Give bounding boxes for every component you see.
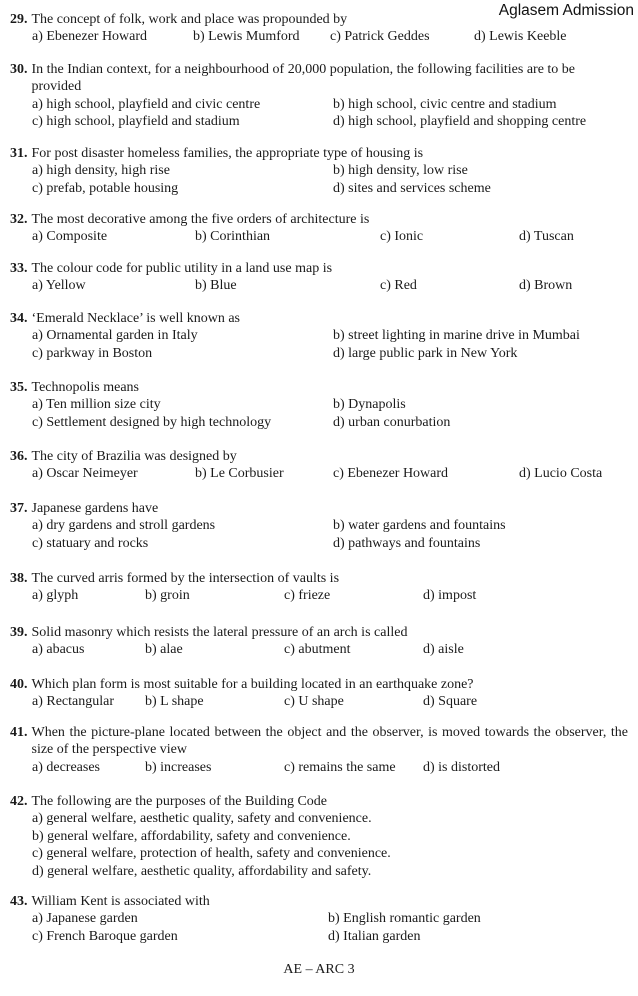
- option-d: d) pathways and fountains: [333, 535, 481, 551]
- option-b: b) Lewis Mumford: [193, 29, 300, 45]
- option-c: c) Settlement designed by high technology: [32, 414, 272, 430]
- question-number: 41.: [10, 725, 28, 740]
- option-d: d) is distorted: [423, 759, 500, 775]
- option-b: b) Blue: [195, 278, 237, 294]
- option-a: a) abacus: [32, 642, 85, 658]
- question-number: 36.: [10, 449, 28, 464]
- option-a: a) Oscar Neimeyer: [32, 466, 138, 482]
- question-stem: When the picture-plane located between the object and the observer, is moved towards the observer, the size of the perspective view: [31, 725, 628, 758]
- option-d: d) high school, playfield and shopping centre: [333, 114, 587, 130]
- option-b: b) alae: [145, 642, 183, 658]
- option-b: b) Dynapolis: [333, 397, 406, 413]
- option-c: c) Red: [380, 278, 417, 294]
- question-number: 39.: [10, 625, 28, 640]
- question-38: [10, 570, 628, 605]
- option-b: b) high density, low rise: [333, 163, 468, 179]
- option-b: b) water gardens and fountains: [333, 518, 506, 534]
- question-41: [10, 724, 628, 776]
- option-c: c) prefab, potable housing: [32, 180, 179, 196]
- option-b: b) groin: [145, 588, 190, 604]
- option-d: d) Lewis Keeble: [474, 29, 567, 45]
- question-number: 33.: [10, 261, 28, 276]
- option-d: d) Lucio Costa: [519, 466, 603, 482]
- option-d: d) Italian garden: [328, 928, 421, 944]
- option-d: d) general welfare, aesthetic quality, affordability and safety.: [32, 863, 372, 879]
- option-a: a) Yellow: [32, 278, 86, 294]
- question-39: [10, 624, 628, 659]
- option-a: a) decreases: [32, 759, 101, 775]
- question-stem: Solid masonry which resists the lateral pressure of an arch is called: [31, 625, 408, 640]
- option-d: d) Brown: [519, 278, 573, 294]
- question-36: [10, 448, 628, 483]
- question-stem: The curved arris formed by the intersection of vaults is: [31, 571, 340, 586]
- option-c: c) statuary and rocks: [32, 535, 149, 551]
- option-c: c) French Baroque garden: [32, 928, 178, 944]
- question-30: [10, 61, 628, 131]
- question-35: [10, 379, 628, 431]
- question-31: [10, 145, 628, 197]
- option-a: a) general welfare, aesthetic quality, safety and convenience.: [32, 811, 372, 827]
- question-number: 35.: [10, 380, 28, 395]
- question-stem: In the Indian context, for a neighbourhood of 20,000 population, the following facilities are to be provided: [31, 62, 576, 95]
- question-34: [10, 310, 628, 362]
- option-a: a) Rectangular: [32, 694, 115, 710]
- question-stem: Technopolis means: [31, 380, 139, 395]
- option-a: a) Ornamental garden in Italy: [32, 328, 198, 344]
- question-stem: The concept of folk, work and place was propounded by: [31, 12, 348, 27]
- option-c: c) Patrick Geddes: [330, 29, 430, 45]
- question-stem: For post disaster homeless families, the appropriate type of housing is: [31, 146, 424, 161]
- question-stem: The colour code for public utility in a land use map is: [31, 261, 333, 276]
- question-stem: The following are the purposes of the Building Code: [31, 794, 327, 809]
- option-d: d) large public park in New York: [333, 345, 518, 361]
- option-d: d) urban conurbation: [333, 414, 451, 430]
- option-a: a) Composite: [32, 229, 108, 245]
- question-number: 43.: [10, 894, 28, 909]
- question-stem: Japanese gardens have: [31, 501, 159, 516]
- question-number: 37.: [10, 501, 28, 516]
- question-42: [10, 793, 628, 880]
- option-c: c) high school, playfield and stadium: [32, 114, 240, 130]
- option-c: c) abutment: [284, 642, 351, 658]
- option-b: b) Corinthian: [195, 229, 271, 245]
- option-c: c) U shape: [284, 694, 344, 710]
- question-33: [10, 260, 628, 295]
- question-stem: William Kent is associated with: [31, 894, 210, 909]
- option-c: c) frieze: [284, 588, 331, 604]
- watermark: Aglasem Admission: [498, 2, 634, 19]
- option-c: c) general welfare, protection of health, safety and convenience.: [32, 846, 391, 862]
- question-number: 34.: [10, 311, 28, 326]
- option-b: b) high school, civic centre and stadium: [333, 96, 557, 112]
- question-number: 40.: [10, 677, 28, 692]
- option-d: d) sites and services scheme: [333, 180, 491, 196]
- question-29: [10, 11, 628, 46]
- question-number: 38.: [10, 571, 28, 586]
- option-b: b) general welfare, affordability, safety and convenience.: [32, 828, 351, 844]
- option-a: a) dry gardens and stroll gardens: [32, 518, 216, 534]
- question-stem: The most decorative among the five orders of architecture is: [31, 212, 370, 227]
- option-b: b) increases: [145, 759, 212, 775]
- question-number: 32.: [10, 212, 28, 227]
- option-b: b) English romantic garden: [328, 911, 481, 927]
- question-number: 31.: [10, 146, 28, 161]
- option-d: d) aisle: [423, 642, 464, 658]
- question-43: [10, 893, 628, 945]
- option-c: c) Ebenezer Howard: [333, 466, 449, 482]
- question-37: [10, 500, 628, 552]
- question-number: 29.: [10, 12, 28, 27]
- question-32: [10, 211, 628, 246]
- page-footer: AE – ARC 3: [283, 962, 355, 977]
- question-number: 42.: [10, 794, 28, 809]
- question-stem: Which plan form is most suitable for a building located in an earthquake zone?: [31, 677, 474, 692]
- option-a: a) Japanese garden: [32, 911, 138, 927]
- option-c: c) parkway in Boston: [32, 345, 153, 361]
- question-40: [10, 676, 628, 711]
- option-b: b) L shape: [145, 694, 204, 710]
- option-b: b) street lighting in marine drive in Mumbai: [333, 328, 580, 344]
- option-c: c) remains the same: [284, 759, 396, 775]
- option-d: d) Tuscan: [519, 229, 574, 245]
- option-c: c) Ionic: [380, 229, 424, 245]
- option-a: a) high density, high rise: [32, 163, 170, 179]
- question-stem: The city of Brazilia was designed by: [31, 449, 237, 464]
- option-a: a) glyph: [32, 588, 79, 604]
- option-a: a) high school, playfield and civic centre: [32, 96, 261, 112]
- option-a: a) Ebenezer Howard: [32, 29, 148, 45]
- option-a: a) Ten million size city: [32, 397, 161, 413]
- question-number: 30.: [10, 62, 28, 77]
- option-b: b) Le Corbusier: [195, 466, 284, 482]
- option-d: d) impost: [423, 588, 477, 604]
- question-stem: ‘Emerald Necklace’ is well known as: [31, 311, 240, 326]
- option-d: d) Square: [423, 694, 478, 710]
